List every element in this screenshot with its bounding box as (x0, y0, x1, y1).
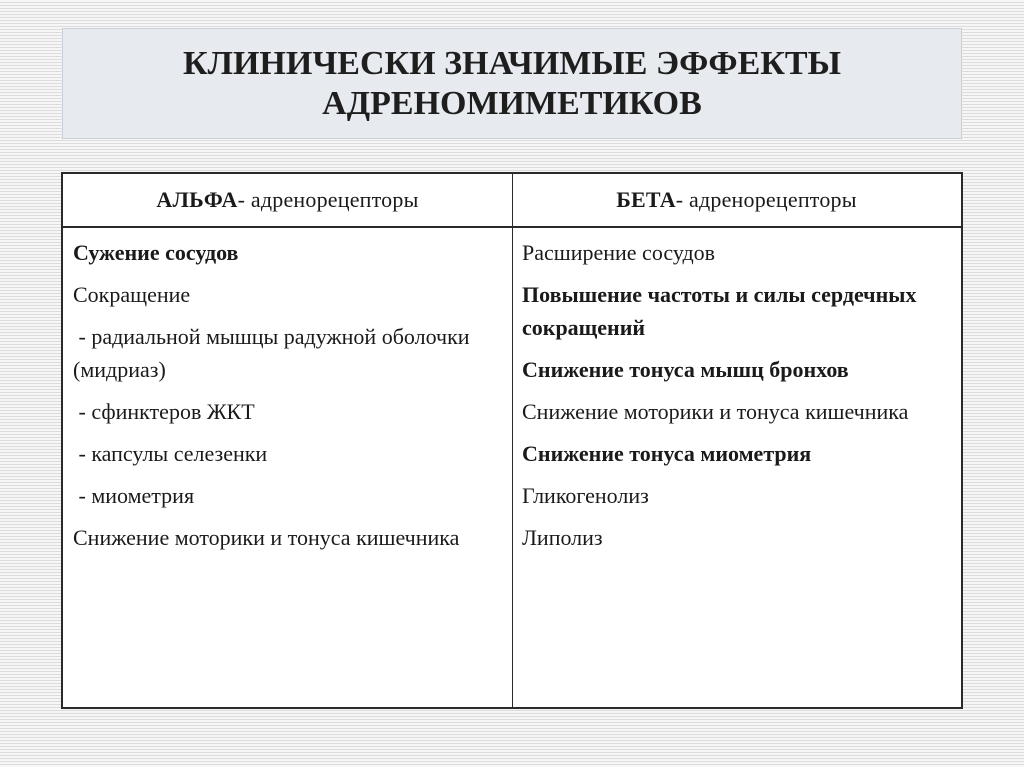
header-alpha-bold: АЛЬФА (156, 187, 238, 212)
beta-effect-item: Снижение тонуса мышц бронхов (522, 357, 849, 382)
slide-title-line-1: КЛИНИЧЕСКИ ЗНАЧИМЫЕ ЭФФЕКТЫ (183, 44, 841, 82)
alpha-effect-item: - радиальной мышцы радужной оболочки (мидриаз) (73, 324, 476, 382)
alpha-effect-item: Снижение моторики и тонуса кишечника (73, 525, 460, 550)
beta-effect-item: Снижение моторики и тонуса кишечника (522, 399, 909, 424)
column-divider (512, 174, 513, 707)
header-alpha-rest: - адренорецепторы (237, 187, 419, 212)
header-beta (512, 174, 961, 226)
effects-table (61, 172, 963, 709)
alpha-effect-item: - миометрия (73, 483, 195, 508)
beta-effect-item: Расширение сосудов (522, 240, 716, 265)
alpha-effect-item: Сокращение (73, 282, 191, 307)
alpha-effect-item: - сфинктеров ЖКТ (73, 399, 255, 424)
header-beta-bold: БЕТА (616, 187, 676, 212)
beta-effects-column (522, 236, 952, 563)
header-beta-rest: - адренорецепторы (675, 187, 857, 212)
beta-effect-item: Снижение тонуса миометрия (522, 441, 812, 466)
alpha-effects-column (73, 236, 503, 563)
alpha-effect-item: - капсулы селезенки (73, 441, 268, 466)
beta-effect-item: Липолиз (522, 525, 603, 550)
beta-effect-item: Гликогенолиз (522, 483, 649, 508)
header-alpha (63, 174, 512, 226)
alpha-effect-item: Сужение сосудов (73, 240, 239, 265)
beta-effect-item: Повышение частоты и силы сердечных сокращений (522, 282, 917, 340)
slide-title-line-2: АДРЕНОМИМЕТИКОВ (322, 84, 702, 122)
slide-title (183, 44, 841, 124)
table-header-row (63, 174, 961, 228)
slide-title-box (62, 28, 962, 139)
